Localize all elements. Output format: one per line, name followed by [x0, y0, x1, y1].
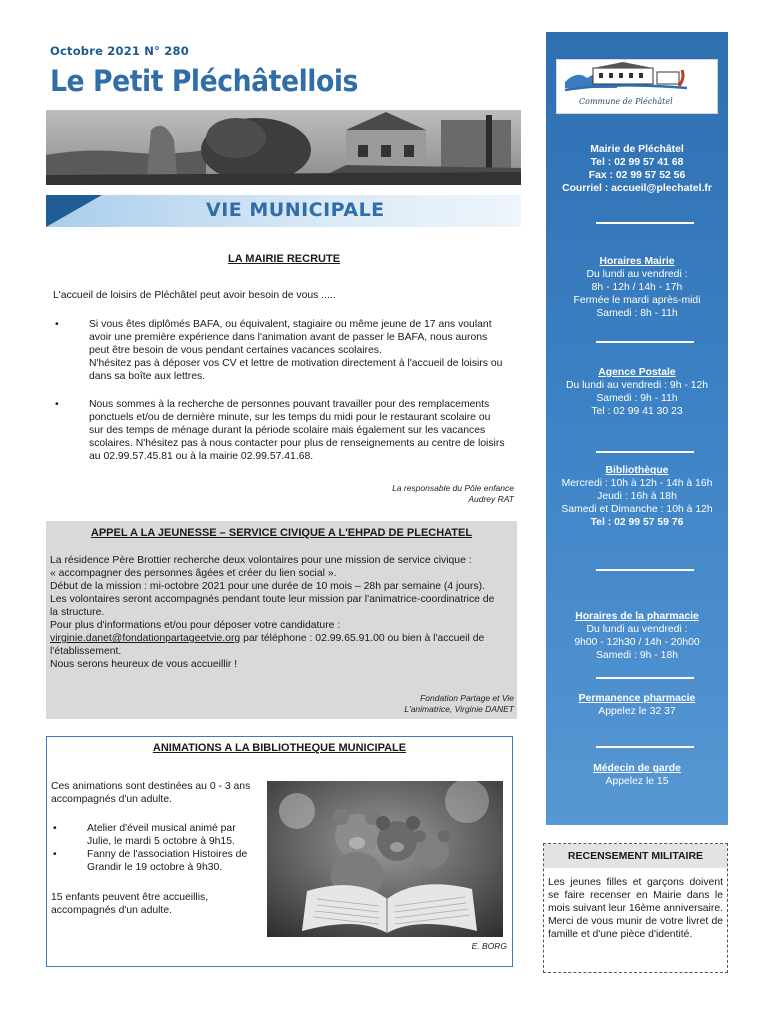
pharmacie-title: Horaires de la pharmacie — [575, 611, 699, 622]
agence-postale — [546, 366, 728, 418]
divider — [596, 222, 694, 224]
text-line: 8h - 12h / 14h - 17h — [591, 282, 683, 293]
info-sidebar — [546, 32, 728, 825]
bibliotheque-title: Bibliothèque — [605, 465, 669, 476]
text-line: la structure. — [50, 607, 105, 618]
text-line: scolaires. N'hésitez pas à nous contacter pour plus de renseignements au centre de loisirs — [89, 438, 505, 449]
bibliotheque-intro — [51, 780, 266, 806]
permanence-title: Permanence pharmacie — [578, 693, 696, 704]
text-line: N'hésitez pas à déposer vos CV et lettre de motivation directement à l'accueil de loisirs ou — [89, 358, 503, 369]
signature-service-civique — [286, 693, 514, 715]
agence-postale-title: Agence Postale — [598, 367, 676, 378]
article-heading-bibliotheque: ANIMATIONS A LA BIBLIOTHEQUE MUNICIPALE — [152, 742, 407, 754]
text-line: Pour plus d'informations et/ou pour déposer votre candidature : — [50, 620, 341, 631]
article-heading-service-civique: APPEL A LA JEUNESSE – SERVICE CIVIQUE A L'EHPAD DE PLECHATEL — [90, 527, 473, 539]
section-triangle-decoration — [46, 195, 102, 227]
signature-mairie — [300, 483, 514, 505]
text-line: Samedi : 9h - 11h — [596, 393, 678, 404]
logo-text: Commune de Pléchâtel — [579, 97, 673, 106]
text-line: 15 enfants peuvent être accueillis, — [51, 892, 209, 903]
list-item — [51, 822, 266, 848]
text-line: peut être besoin de vous pendant certaines vacances scolaires. — [89, 345, 382, 356]
signature-name: L'animatrice, Virginie DANET — [404, 704, 514, 714]
text-line: Du lundi au vendredi : 9h - 12h — [565, 380, 709, 391]
signature-name: Audrey RAT — [468, 494, 514, 504]
teddy-bears-image — [267, 781, 503, 937]
text-line: sur des temps de ménage durant la période scolaire mais également sur les vacances — [89, 425, 486, 436]
recensement-text: Les jeunes filles et garçons doivent se faire recenser en Mairie dans le mois suivant leur 16ème anniversaire. Merci de vous munir de votre livret de famille et d'une pièce d'identité. — [548, 877, 723, 940]
text-line: Samedi : 9h - 18h — [595, 650, 679, 661]
text-line: Nous serons heureux de vous accueillir ! — [50, 659, 238, 670]
divider — [596, 569, 694, 571]
service-civique-box — [46, 521, 517, 719]
bibliotheque-tel: Tel : 02 99 57 59 76 — [590, 517, 684, 528]
text-line: • Fanny de l'association Histoires de — [87, 849, 248, 860]
article-intro: L'accueil de loisirs de Pléchâtel peut avoir besoin de vous ..... — [53, 290, 336, 301]
text-line: Ces animations sont destinées au 0 - 3 ans — [51, 781, 251, 792]
medecin-title: Médecin de garde — [593, 763, 681, 774]
commune-logo-image — [557, 60, 717, 113]
phone-text: par téléphone : 02.99.65.91.00 ou bien à l'accueil de — [240, 633, 485, 644]
email-link[interactable]: virginie.danet@fondationpartageetvie.org — [50, 633, 241, 644]
mairie-contact — [546, 143, 728, 195]
text-line: Début de la mission : mi-octobre 2021 pour une durée de 10 mois – 28h par semaine (4 jours). — [50, 581, 485, 592]
text-line: Grandir le 19 octobre à 9h30. — [87, 862, 223, 873]
text-line: Jeudi : 16h à 18h — [597, 491, 677, 502]
text-line: accompagnés d'un adulte. — [51, 905, 172, 916]
list-item — [53, 398, 523, 463]
text-line: 9h00 - 12h30 / 14h - 20h00 — [574, 637, 700, 648]
text-line: Appelez le 32 37 — [598, 706, 676, 717]
list-item — [51, 848, 266, 874]
divider — [596, 341, 694, 343]
section-title: VIE MUNICIPALE — [206, 199, 385, 221]
list-item — [53, 318, 523, 383]
bibliotheque-outro — [51, 891, 266, 917]
permanence-pharmacie — [546, 692, 728, 718]
teddy-bears-book-photo — [267, 781, 503, 937]
pharmacie-hours — [546, 610, 728, 662]
text-line — [50, 632, 515, 645]
text-line: La résidence Père Brottier recherche deux volontaires pour une mission de service civique : — [50, 555, 472, 566]
mairie-name: Mairie de Pléchâtel — [590, 144, 684, 155]
text-line: • Nous sommes à la recherche de personnes pouvant travailler pour des remplacements — [89, 399, 490, 410]
village-panorama-image — [46, 110, 521, 185]
text-line: • Si vous êtes diplômés BAFA, ou équivalent, stagiaire ou même jeune de 17 ans voulant — [89, 319, 492, 330]
recensement-title: RECENSEMENT MILITAIRE — [544, 844, 727, 868]
text-line: Appelez le 15 — [605, 776, 669, 787]
service-civique-body — [50, 554, 515, 671]
animations-list — [51, 822, 266, 874]
text-line: avoir une première expérience dans l'animation avant de passer le BAFA, nous aurons — [89, 332, 488, 343]
recensement-box — [543, 843, 728, 973]
signature-org: Fondation Partage et Vie — [420, 693, 514, 703]
medecin-garde — [546, 762, 728, 788]
issue-number: Octobre 2021 N° 280 — [50, 44, 189, 58]
text-line: Samedi : 8h - 11h — [596, 308, 678, 319]
horaires-mairie — [546, 255, 728, 320]
commune-logo — [556, 59, 718, 114]
mairie-email[interactable]: Courriel : accueil@plechatel.fr — [562, 183, 712, 194]
text-line: accompagnés d'un adulte. — [51, 794, 172, 805]
text-line: Tel : 02 99 41 30 23 — [591, 406, 683, 417]
section-header-bar — [46, 195, 521, 227]
recruitment-list — [53, 318, 523, 463]
text-line: ponctuels et/ou de dernière minute, sur les temps du midi pour le restaurant scolaire ou — [89, 412, 491, 423]
signature-bibliotheque: E. BORG — [471, 941, 507, 951]
text-line: Samedi et Dimanche : 10h à 12h — [561, 504, 713, 515]
text-line: Les volontaires seront accompagnés pendant toute leur mission par l'animatrice-coordinatrice de — [50, 594, 495, 605]
text-line: Mercredi : 10h à 12h - 14h à 16h — [561, 478, 713, 489]
text-line: Du lundi au vendredi : — [586, 624, 688, 635]
signature-role: La responsable du Pôle enfance — [392, 483, 514, 493]
divider — [596, 677, 694, 679]
mairie-fax: Fax : 02 99 57 52 56 — [588, 170, 686, 181]
text-line: Julie, le mardi 5 octobre à 9h15. — [87, 836, 235, 847]
text-line: l'établissement. — [50, 646, 122, 657]
newsletter-title: Le Petit Pléchâtellois — [50, 64, 358, 98]
divider — [596, 451, 694, 453]
mairie-tel: Tel : 02 99 57 41 68 — [590, 157, 684, 168]
text-line: dans sa boîte aux lettres. — [89, 371, 206, 382]
text-line: • Atelier d'éveil musical animé par — [87, 823, 236, 834]
banner-photo — [46, 110, 521, 185]
bibliotheque-hours — [546, 464, 728, 529]
text-line: « accompagner des personnes âgées et créer du lien social ». — [50, 568, 337, 579]
divider — [596, 746, 694, 748]
text-line: Fermée le mardi après-midi — [573, 295, 701, 306]
horaires-mairie-title: Horaires Mairie — [599, 256, 675, 267]
text-line: au 02.99.57.45.81 ou à la mairie 02.99.57.41.68. — [89, 451, 314, 462]
article-heading-mairie-recrute: LA MAIRIE RECRUTE — [228, 253, 341, 265]
text-line: Du lundi au vendredi : — [586, 269, 688, 280]
